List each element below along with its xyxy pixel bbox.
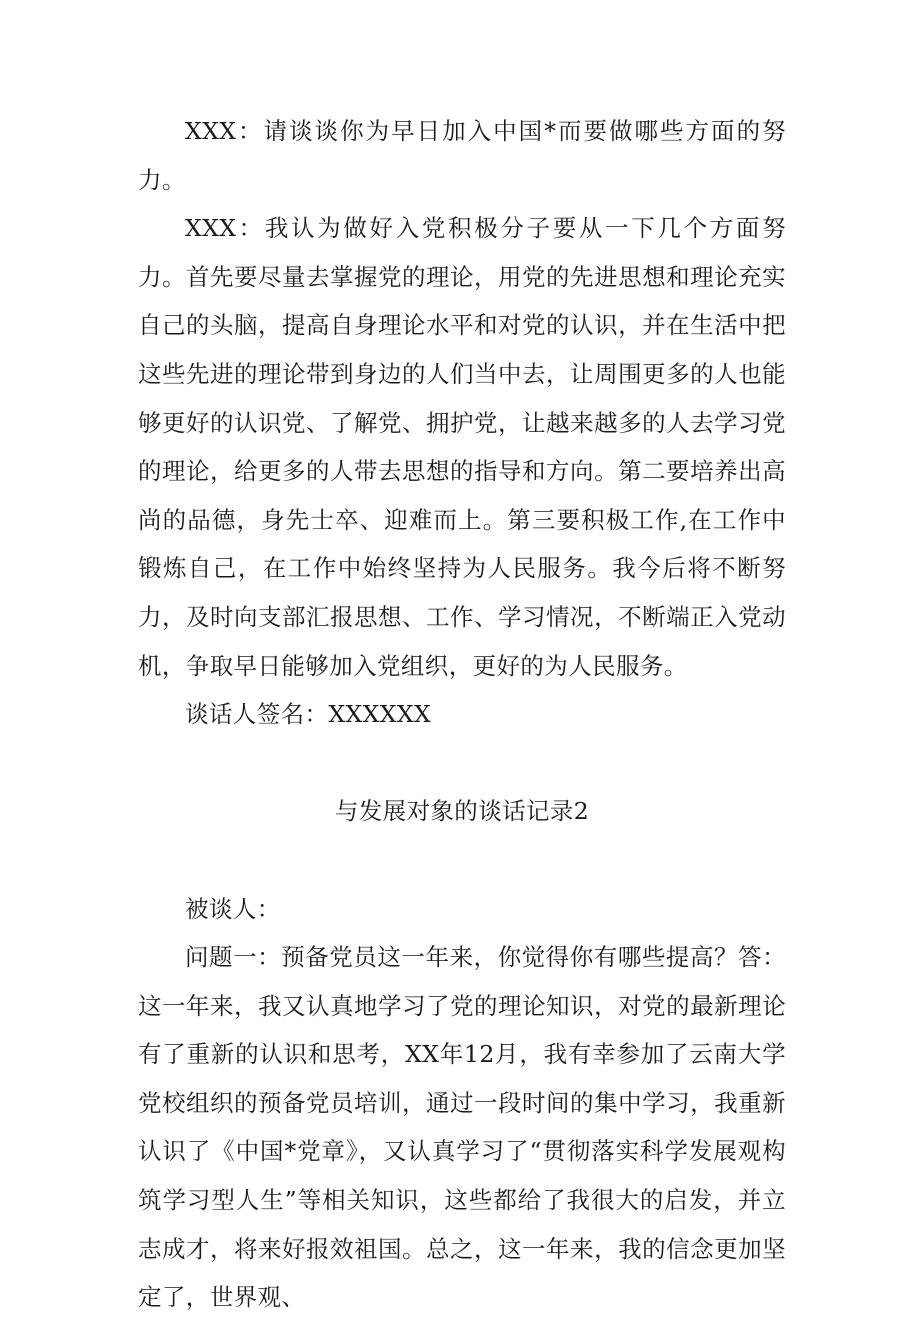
signature-line: 谈话人签名：XXXXXX xyxy=(185,700,432,729)
interviewee-line: 被谈人： xyxy=(185,894,281,923)
document-body xyxy=(138,107,786,1322)
question-one-paragraph: 问题一：预备党员这一年来，你觉得你有哪些提高？答：这一年来，我又认真地学习了党的理论知识，对党的最新理论有了重新的认识和思考，XX年12月，我有幸参加了云南大学党校组织的预备党员培训，通过一段时间的集中学习，我重新认识了《中国*党章》，又认真学习了“贯彻落实科学发展观构筑学习型人生”等相关知识，这些都给了我很大的启发，并立志成才，将来好报效祖国。总之，这一年来，我的信念更加坚定了，世界观、 xyxy=(138,943,786,1312)
answer-paragraph: XXX：我认为做好入党积极分子要从一下几个方面努力。首先要尽量去掌握党的理论，用党的先进思想和理论充实自己的头脑，提高自身理论水平和对党的认识，并在生活中把这些先进的理论带到身边的人们当中去，让周围更多的人也能够更好的认识党、了解党、拥护党，让越来越多的人去学习党的理论，给更多的人带去思想的指导和方向。第二要培养出高尚的品德，身先士卒、迎难而上。第三要积极工作,在工作中锻炼自己，在工作中始终坚持为人民服务。我今后将不断努力，及时向支部汇报思想、工作、学习情况，不断端正入党动机，争取早日能够加入党组织，更好的为人民服务。 xyxy=(138,214,786,680)
section-title: 与发展对象的谈话记录2 xyxy=(334,797,590,826)
question-paragraph: XXX：请谈谈你为早日加入中国*而要做哪些方面的努力。 xyxy=(138,117,786,194)
section-spacer xyxy=(138,836,786,885)
section-spacer xyxy=(138,739,786,788)
